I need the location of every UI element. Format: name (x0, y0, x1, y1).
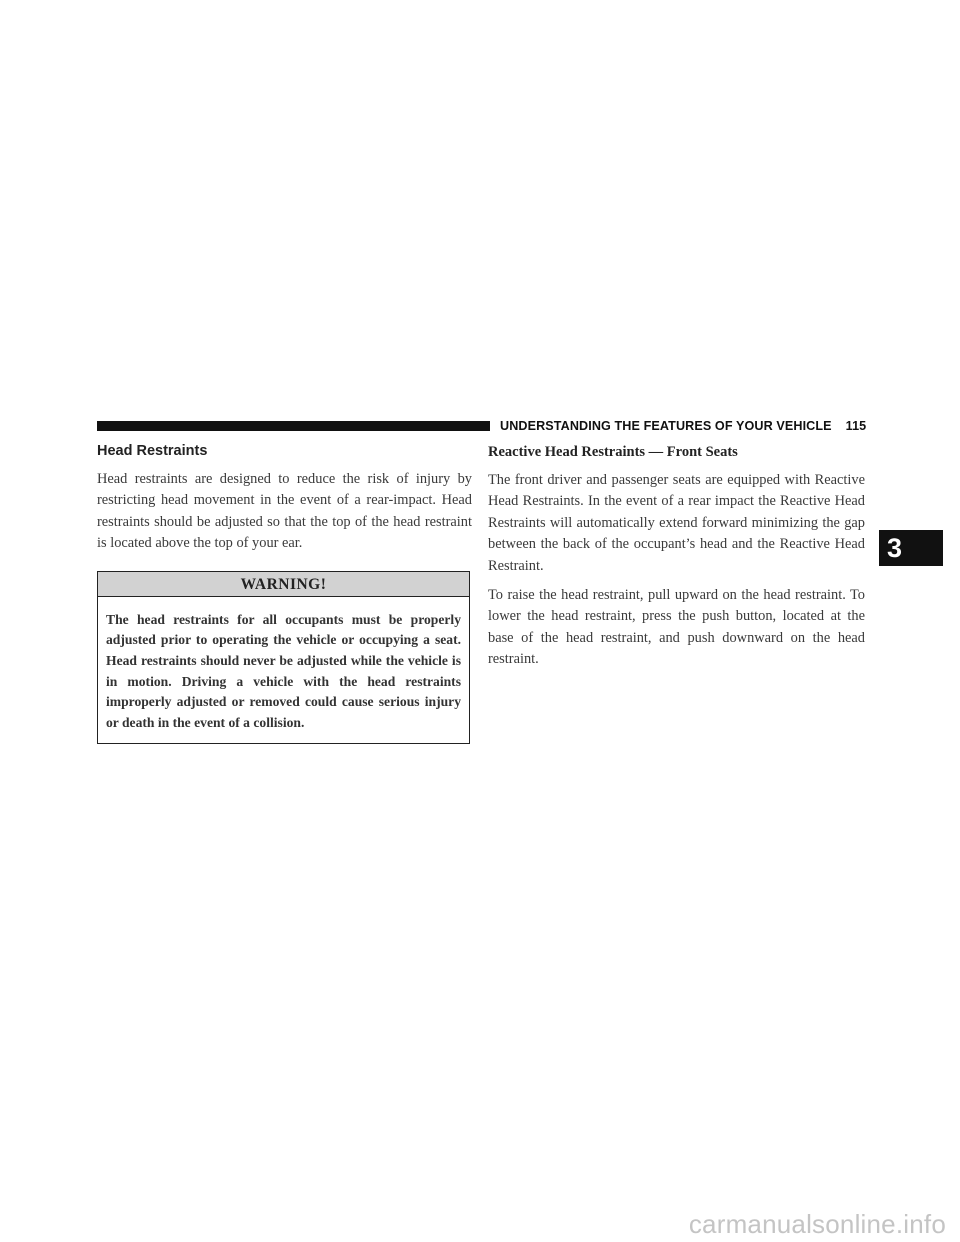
page-number: 115 (845, 419, 867, 433)
chapter-tab: 3 (879, 530, 943, 566)
section-heading-head-restraints: Head Restraints (97, 443, 208, 459)
intro-paragraph: Head restraints are designed to reduce the risk of injury by restricting head movement in the event of a rear-impact. Head restraints should be adjusted so that the top of the head restraint is located above the top of your ear. (97, 471, 472, 552)
sub-heading-reactive-head-restraints: Reactive Head Restraints — Front Seats (488, 444, 738, 460)
warning-body: The head restraints for all occupants must be properly adjusted prior to operating the vehicle or occupying a seat. Head restraints should never be adjusted while the vehicle is in motion. Driving a vehicle with the head restraints improperly adjusted or removed could cause serious injury or death in the event of a collision. (106, 611, 461, 731)
watermark: carmanualsonline.info (688, 1209, 946, 1239)
right-column (488, 442, 865, 679)
header-section-title: UNDERSTANDING THE FEATURES OF YOUR VEHICLE (500, 419, 832, 433)
header-rule (97, 421, 490, 431)
warning-title: WARNING! (98, 572, 469, 597)
reactive-paragraph: The front driver and passenger seats are equipped with Reactive Head Restraints. In the event of a rear impact the Reactive Head Restraints will automatically extend forward minimizing the gap between the back of the occupant’s head and the Reactive Head Restraint. (488, 472, 865, 574)
adjust-paragraph: To raise the head restraint, pull upward on the head restraint. To lower the head restraint, press the push button, located at the base of the head restraint, and push downward on the head restraint. (488, 587, 865, 668)
warning-box (97, 571, 470, 744)
left-column (97, 442, 472, 744)
running-header (500, 419, 874, 433)
